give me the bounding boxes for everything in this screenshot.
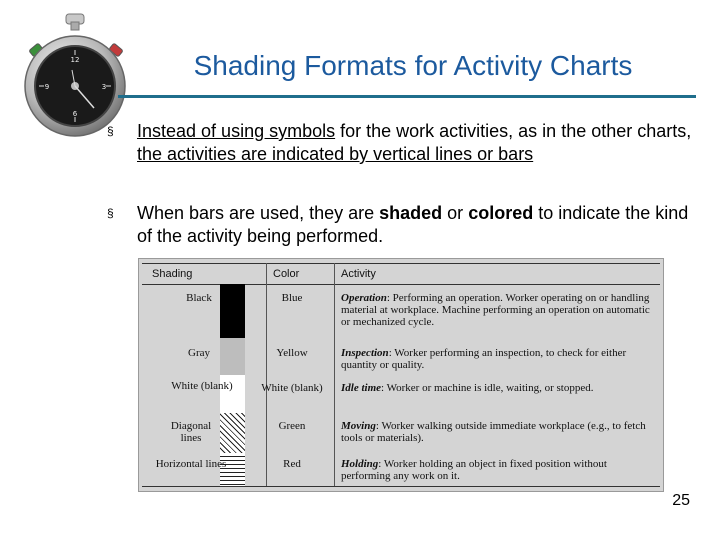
bullet-marker: § — [107, 206, 114, 220]
activity-term: Moving — [341, 420, 376, 432]
shading-formats-table — [138, 258, 664, 492]
bullet-2-part3: or — [442, 203, 469, 223]
row-shading: Horizontal lines — [155, 458, 227, 470]
activity-term: Idle time — [341, 382, 382, 394]
row-color: Yellow — [276, 347, 308, 359]
row-activity — [341, 382, 657, 394]
activity-desc: : Performing an operation. Worker operating on or handling material at workplace. Machine performing an operation on automatic or mechanized cycle. — [341, 292, 650, 328]
svg-text:3: 3 — [101, 83, 107, 91]
svg-text:6: 6 — [72, 110, 78, 118]
table-bottom-rule — [142, 486, 660, 487]
row-color: Green — [278, 420, 306, 432]
column-divider — [334, 263, 335, 487]
row-color: Blue — [281, 292, 303, 304]
header-color: Color — [273, 268, 300, 280]
row-activity — [341, 420, 657, 444]
bullet-1-underlined-a: Instead of using symbols — [137, 121, 336, 141]
bullet-1-underlined-b: the activities are indicated by vertical lines or bars — [137, 144, 534, 164]
activity-desc: : Worker walking outside immediate workplace (e.g., to fetch tools or materials). — [341, 420, 646, 444]
row-shading: Black — [186, 292, 212, 304]
bullet-2-part1: When bars are used, they are — [137, 203, 380, 223]
bullet-2-colored: colored — [468, 203, 534, 223]
activity-desc: : Worker performing an inspection, to check for either quantity or quality. — [341, 347, 627, 371]
row-activity — [341, 347, 657, 371]
title-divider — [118, 95, 696, 98]
row-activity — [341, 458, 657, 482]
row-color: Red — [283, 458, 301, 470]
swatch-diagonal — [220, 413, 245, 453]
row-shading: White (blank) — [171, 380, 233, 392]
bullet-2 — [107, 202, 697, 248]
activity-term: Operation — [341, 292, 387, 304]
header-activity: Activity — [341, 268, 376, 280]
slide-title: Shading Formats for Activity Charts — [193, 50, 633, 81]
row-shading: Diagonal lines — [170, 420, 212, 444]
row-shading: Gray — [188, 347, 210, 359]
bullet-1 — [107, 120, 697, 166]
row-color: White (blank) — [261, 382, 323, 394]
row-activity — [341, 292, 657, 328]
page-number: 25 — [672, 492, 690, 509]
svg-text:9: 9 — [44, 83, 50, 91]
table-header — [142, 263, 660, 285]
bullet-2-shaded: shaded — [379, 203, 443, 223]
bullet-1-plain: for the work activities, as in the other charts, — [335, 121, 692, 141]
bullet-2-text — [137, 202, 697, 248]
bullet-1-text — [137, 120, 697, 166]
activity-desc: : Worker holding an object in fixed position without performing any work on it. — [341, 458, 607, 482]
bullet-2-part5: to indicate the kind of the activity being performed. — [137, 203, 689, 246]
svg-text:12: 12 — [70, 56, 80, 64]
bullet-marker: § — [107, 124, 114, 138]
activity-term: Inspection — [341, 347, 389, 359]
activity-term: Holding — [341, 458, 379, 470]
activity-desc: : Worker or machine is idle, waiting, or stopped. — [381, 382, 594, 394]
header-shading: Shading — [152, 268, 193, 280]
